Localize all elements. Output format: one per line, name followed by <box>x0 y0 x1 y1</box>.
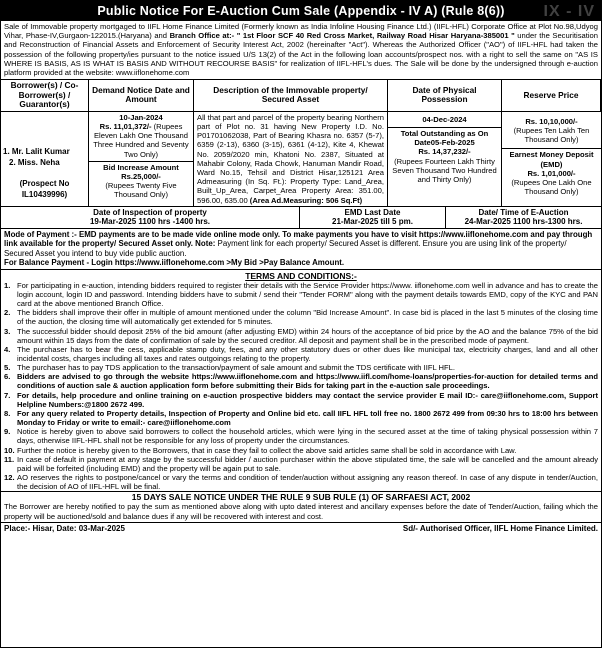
demand-date: 10-Jan-2024 <box>119 112 163 122</box>
term-number: 5. <box>4 363 11 373</box>
payment-mode-note: Payment link for each property/ Secured Asset is different. Ensure you are using link of the property/ Secured Asset you intend to buy vide public auction. <box>4 239 567 258</box>
header-reserve: Reserve Price <box>502 80 601 112</box>
header-borrowers: Borrower(s) / Co-Borrower(s) / Guarantor(s) <box>1 80 89 112</box>
term-item <box>4 455 598 473</box>
term-number: 4. <box>4 344 11 354</box>
term-item <box>4 391 598 409</box>
emd-last-value: 21-Mar-2025 till 5 pm. <box>332 217 413 227</box>
possession-date: 04-Dec-2024 <box>422 114 467 124</box>
emd-last-label: EMD Last Date <box>344 207 401 217</box>
borrower-2: 2. Miss. Neha <box>9 157 60 167</box>
term-text: AO reserves the rights to postpone/cancel or vary the terms and condition of tender/auction without assigning any reason thereof. In case of any dispute in tender/Auction, the decision of AO of IIFL-HFL will be final. <box>17 473 598 492</box>
description-cell <box>194 112 388 206</box>
reserve-words: (Rupees Ten Lakh Ten Thousand Only) <box>513 125 590 145</box>
term-item <box>4 473 598 491</box>
terms-list <box>1 281 601 492</box>
terms-title: TERMS AND CONDITIONS:- <box>245 270 357 281</box>
term-number: 2. <box>4 308 11 318</box>
term-text: For any query related to Property details, Inspection of Property and Online bid etc. call IIFL HFL toll free no. 1800 2672 499 from 09:30 hrs to 18:00 hrs between Monday to Friday or write to email:- care@iiflonehome.com <box>17 408 598 428</box>
term-number: 3. <box>4 326 11 336</box>
sarfaesi-title: 15 DAYS SALE NOTICE UNDER THE RULE 9 SUB RULE (1) OF SARFAESI ACT, 2002 <box>1 491 601 502</box>
inspection-label: Date of Inspection of property <box>93 207 207 217</box>
intro-paragraph <box>1 21 601 80</box>
term-text: The purchaser has to bear the cess, applicable stamp duty, fees, and any other statutory dues or other dues like municipal tax, electricity charges, land and all other incidental costs, charges including all taxes and rates outgoings relating to the property. <box>17 344 598 363</box>
payment-mode-bold: Mode of Payment :- EMD payments are to be made vide online mode only. To make payments you have to visit https://www.iiflonehome.com and pay through link available for the property/ Secured Asset only. Note: <box>4 229 593 249</box>
property-table <box>1 80 601 207</box>
header-description: Description of the Immovable property/ Secured Asset <box>194 80 388 112</box>
notice-title: Public Notice For E-Auction Cum Sale (Appendix - IV A) (Rule 8(6)) <box>1 1 601 21</box>
term-item <box>4 427 598 445</box>
term-text: Notice is hereby given to above said borrowers to collect the household articles, which were lying in the secured asset at the time of taking physical possession within 7 days, otherwise IIFL-HFL shall not be responsible for any loss of property under the circumstances. <box>17 427 598 446</box>
term-item <box>4 281 598 308</box>
term-item <box>4 308 598 326</box>
term-number: 6. <box>4 372 11 382</box>
bid-increase-label: Bid Increase Amount <box>103 162 179 172</box>
borrowers-cell <box>1 112 89 206</box>
inspection-value: 19-Mar-2025 1100 hrs -1400 hrs. <box>89 217 211 227</box>
term-number: 12. <box>4 473 15 483</box>
header-possession: Date of Physical Possession <box>388 80 502 112</box>
reserve-cell <box>502 112 601 206</box>
demand-amount-words: (Rupees Eleven Lakh One Thousand Three Hundred and Seventy Two Only) <box>93 121 189 159</box>
watermark-text: IX - IV <box>543 3 595 20</box>
term-text: Bidders are advised to go through the website https://www.iiflonehome.com and https://www.iifl.com/home-loans/properties-for-auction for detailed terms and conditions of auction sale & auction application form before submitting their Bids for taking part in the e-auction sale proceedings. <box>17 372 598 391</box>
borrower-1: 1. Mr. Lalit Kumar <box>3 146 70 156</box>
balance-payment: For Balance Payment - Login https://www.iiflonehome.com >My Bid >Pay Balance Amount. <box>4 258 345 268</box>
emd-words: (Rupees One Lakh One Thousand Only) <box>511 177 592 197</box>
intro-text-1: Sale of Immovable property mortgaged to IIFL Home Finance Limited (Formerly known as India Infoline Housing Finance Ltd.) (IIFL-HFL) Corporate Office at Plot No.98,Udyog Vihar, Phase-IV,Gurgaon-122015.(Haryana) and <box>4 22 598 41</box>
outstanding-amount: Rs. 14,37,232/- <box>418 147 471 157</box>
property-description: All that part and parcel of the property bearing Northern part of Plot no. 31 having New Property I.D. No. P01701062038, Part of Bearing Khasra no. 6357 (5-7), 6359 (2-13), 6360 (3-15), 6361 (4-12), Kite 4, Khewat No. 2059/2020 min, Khatoni No. 2387, Situated at Mahabir Colony, Rada Chowk, Hanuman Mandir Road, Ward No.15, Tehsil and District Hisar,125121 Area Admeasuring (In Sq. Ft.): Property Type: Land_Area, Built_Up_Area, Carpet_Area Property Area: 351.00, 596.00, 635.00 <box>197 112 384 205</box>
emd-last-date-cell <box>300 207 446 228</box>
payment-mode <box>1 229 601 270</box>
intro-text-2: under the Securitisation and Reconstruction of Financial Assets and Enforcement of Security Interest Act, 2002 (hereinafter "Act"). Whereas the Authorized Officer ("AO") of IIFL-HFL had taken the possession of the following property/ies pursuant to the notice issued U/S 13(2) of the Act in the following loan accounts/prospect nos. with a right to sell the same on "AS IS WHERE IS BASIS, AS IS WHAT IS BASIS AND WITHOUT RECOURSE BASIS" for realization of IIFL-HFL's dues. The Sale will be done by the undersigned through e-auction platform provided at the website: www.iiflonehome.com <box>4 31 598 78</box>
term-number: 8. <box>4 408 11 418</box>
term-item <box>4 446 598 455</box>
term-item <box>4 327 598 345</box>
auction-value: 24-Mar-2025 1100 hrs-1300 hrs. <box>464 217 583 227</box>
term-text: For participating in e-auction, intending bidders required to register their details with the Service Provider https://www. iiflonehome.com well in advance and has to create the login account, login ID and password. Intending bidders have to submit / send their "Tender FORM" along with the payment details towards EMD, copy of the KYC and PAN card at the above mentioned Branch Office. <box>17 280 598 309</box>
term-text: Further the notice is hereby given to the Borrowers, that in case they fail to collect the above said articles same shall be sold in accordance with Law. <box>17 445 517 455</box>
branch-office-address: Branch Office at:- " 1st Floor SCF 40 Red Cross Market, Railway Road Hisar Haryana-385001 " <box>169 31 515 41</box>
outstanding-words: (Rupees Fourteen Lakh Thirty Seven Thousand Two Hundred and Thirty Only) <box>392 156 497 184</box>
term-item <box>4 345 598 363</box>
term-item <box>4 363 598 372</box>
term-number: 9. <box>4 427 11 437</box>
emd-section <box>502 148 601 197</box>
demand-amount: Rs. 11,01,372/- <box>99 121 152 131</box>
footer <box>1 523 601 534</box>
emd-label: Earnest Money Deposit (EMD) <box>509 150 594 169</box>
auction-date-cell <box>446 207 601 228</box>
term-text: The successful bidder should deposit 25% of the bid amount (after adjusting EMD) within 24 hours of the acceptance of bid price by the AO and the balance 75% of the bid amount within 15 days from the date of confirmation of sale by the secured creditor. All deposit and payment shall be in the prescribed mode of payment. <box>17 326 598 345</box>
term-text: The purchaser has to pay TDS application to the transaction/payment of sale amount and submit the TDS certificate with IIFL HFL. <box>17 363 455 373</box>
bid-increase-amount: Rs.25,000/- <box>121 171 161 181</box>
reserve-amount: Rs. 10,10,000/- <box>525 116 578 126</box>
outstanding-section <box>388 127 501 185</box>
sarfaesi-body: The Borrower are hereby notified to pay the sum as mentioned above along with upto dated interest and ancillary expenses before the date of Tender/Auction, failing which the property will be auctioned/sold and balance dues if any will be recovered with interest and cost. <box>1 502 601 522</box>
bid-increase-section <box>89 161 193 201</box>
key-dates-row <box>1 207 601 229</box>
demand-cell <box>89 112 194 206</box>
emd-amount: Rs. 1,01,000/- <box>527 168 576 178</box>
auction-label: Date/ Time of E-Auction <box>478 207 569 217</box>
prospect-number: (Prospect No IL10439996) <box>19 178 70 199</box>
outstanding-label: Total Outstanding as On Date05-Feb-2025 <box>400 128 489 148</box>
place-date: Place:- Hisar, Date: 03-Mar-2025 <box>4 523 125 533</box>
term-number: 1. <box>4 280 11 290</box>
term-text: For details, help procedure and online training on e-auction prospective bidders may contact the service provider E mail ID:- care@iiflonehome.com, Support Helpline Numbers:@1800 2672 499. <box>17 390 598 409</box>
possession-cell <box>388 112 502 206</box>
header-demand: Demand Notice Date and Amount <box>89 80 194 112</box>
property-area: (Area Ad.Measuring: 506 Sq.Ft) <box>247 195 363 205</box>
term-number: 11. <box>4 454 15 464</box>
term-item <box>4 372 598 390</box>
term-item <box>4 409 598 427</box>
inspection-cell <box>1 207 300 228</box>
signatory: Sd/- Authorised Officer, IIFL Home Finance Limited. <box>402 523 598 533</box>
term-text: In case of default in payment at any stage by the successful bidder / auction purchaser within the above stipulated time, the sale will be cancelled and the amount already paid will be forfeited (including EMD) and the property will be again put to sale. <box>17 454 598 473</box>
bid-increase-words: (Rupees Twenty Five Thousand Only) <box>105 181 177 200</box>
term-number: 10. <box>4 445 15 455</box>
term-number: 7. <box>4 390 11 400</box>
term-text: The bidders shall improve their offer in multiple of amount mentioned under the column "Bid Increase Amount". In case bid is placed in the last 5 minutes of the closing time of the auction, the closing time will automatically get extended for 5 minutes. <box>17 308 598 327</box>
